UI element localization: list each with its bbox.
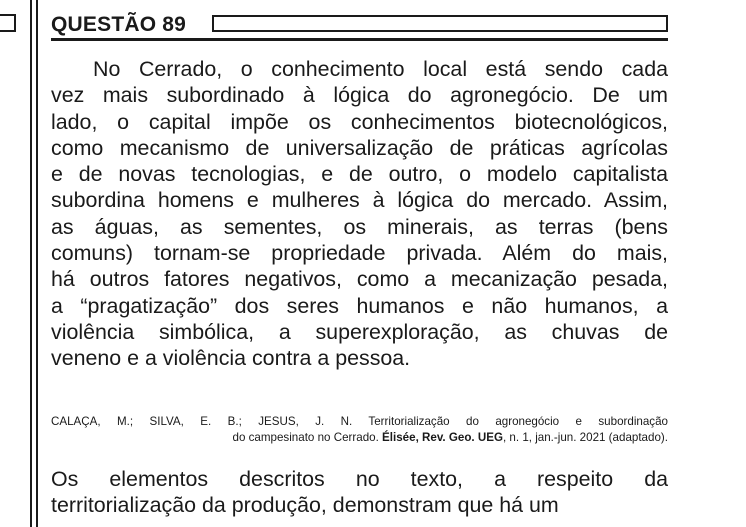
prompt-line: territorialização da produção, demonstram que há um: [51, 493, 559, 518]
question-prompt: [51, 466, 668, 519]
passage-line: e de novas tecnologias, e de outro, o modelo capitalista: [51, 162, 668, 187]
question-header: [51, 10, 668, 42]
passage-line: No Cerrado, o conhecimento local está sendo cada: [93, 57, 668, 81]
passage-text: [51, 56, 668, 372]
source-citation: [51, 414, 668, 446]
question-title: QUESTÃO 89: [51, 13, 187, 36]
citation-text: , n. 1, jan.-jun. 2021 (adaptado).: [502, 431, 668, 444]
margin-rule-left: [30, 0, 32, 527]
header-box-decoration: [212, 15, 668, 32]
citation-line: [51, 430, 668, 446]
passage-line: comuns) tornam-se propriedade privada. Além do mais,: [51, 241, 668, 266]
citation-line: CALAÇA, M.; SILVA, E. B.; JESUS, J. N. Territorialização do agronegócio e subordinação: [51, 415, 668, 428]
passage-line: a “pragatização” dos seres humanos e não humanos, a: [51, 293, 668, 318]
passage-line: subordina homens e mulheres à lógica do mercado. Assim,: [51, 188, 668, 213]
margin-rule-right: [36, 0, 38, 527]
passage-line: as águas, as sementes, os minerais, as terras (bens: [51, 214, 668, 239]
margin-box-decoration: [0, 14, 16, 32]
passage-line: vez mais subordinado à lógica do agronegócio. De um: [51, 83, 668, 108]
citation-journal: Élisée, Rev. Geo. UEG: [382, 431, 503, 444]
passage-line: violência simbólica, a superexploração, as chuvas de: [51, 319, 668, 344]
passage-line: há outros fatores negativos, como a mecanização pesada,: [51, 267, 668, 292]
prompt-line: Os elementos descritos no texto, a respeito da: [51, 467, 668, 491]
passage-line: como mecanismo de universalização de práticas agrícolas: [51, 135, 668, 160]
citation-text: do campesinato no Cerrado.: [232, 431, 383, 444]
header-underline: [51, 38, 668, 41]
passage-line: veneno e a violência contra a pessoa.: [51, 346, 411, 371]
passage-line: lado, o capital impõe os conhecimentos biotecnológicos,: [51, 109, 668, 134]
